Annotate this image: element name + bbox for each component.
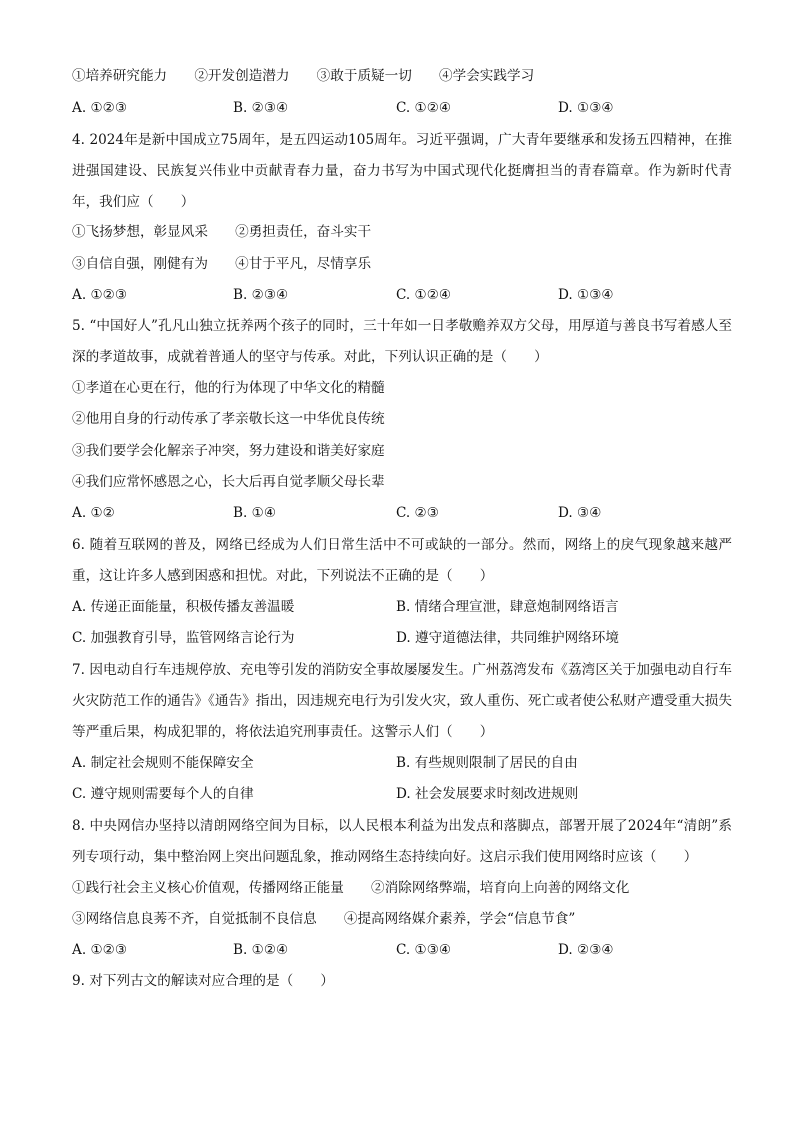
q7-options-row-1: [72, 753, 732, 773]
q6-option-d: D. 遵守道德法律，共同维护网络环境: [396, 630, 619, 646]
q3-option-d: D. ①③④: [558, 100, 614, 116]
q6-options-row-1: [72, 597, 732, 617]
q5-statement-3: ③我们要学会化解亲子冲突，努力建设和谐美好家庭: [72, 443, 385, 459]
q4-statements-1: ①飞扬梦想，彰显风采 ②勇担责任，奋斗实干: [72, 224, 372, 240]
q3-option-a: A. ①②③: [72, 100, 128, 116]
q8-statements-1: ①践行社会主义核心价值观，传播网络正能量 ②消除网络弊端，培育向上向善的网络文化: [72, 880, 630, 896]
q7-options-row-2: [72, 784, 732, 804]
q4-options: [72, 285, 732, 305]
q7-stem: 7. 因电动自行车违规停放、充电等引发的消防安全事故屡屡发生。广州荔湾发布《荔湾区关于加强电动自行车火灾防范工作的通告》《通告》指出，因违规充电行为引发火灾，致人重伤、死亡或者使公私财产遭受重大损失等严重后果，构成犯罪的，将依法追究刑事责任。这警示人们（ ）: [72, 662, 732, 740]
q3-option-c: C. ①②④: [396, 100, 452, 116]
q7-option-d: D. 社会发展要求时刻改进规则: [396, 786, 579, 802]
q5-option-d: D. ③④: [558, 505, 602, 521]
q4-option-d: D. ①③④: [558, 287, 614, 303]
q8-option-b: B. ①②④: [233, 942, 289, 958]
q5-option-a: A. ①②: [72, 505, 115, 521]
q4-option-c: C. ①②④: [396, 287, 452, 303]
q5-statement-4: ④我们应常怀感恩之心，长大后再自觉孝顺父母长辈: [72, 474, 385, 490]
q6-option-c: C. 加强教育引导，监管网络言论行为: [72, 630, 295, 646]
q9-stem: 9. 对下列古文的解读对应合理的是（ ）: [72, 973, 334, 989]
q4-option-a: A. ①②③: [72, 287, 128, 303]
q8-option-d: D. ②③④: [558, 942, 614, 958]
q6-stem: 6. 随着互联网的普及，网络已经成为人们日常生活中不可或缺的一部分。然而，网络上的戾气现象越来越严重，这让许多人感到困惑和担忧。对此，下列说法不正确的是（ ）: [72, 537, 732, 584]
q6-option-b: B. 情绪合理宣泄，肆意炮制网络语言: [396, 599, 619, 615]
q6-options-row-2: [72, 628, 732, 648]
q5-option-c: C. ②③: [396, 505, 439, 521]
q8-statements-2: ③网络信息良莠不齐，自觉抵制不良信息 ④提高网络媒介素养，学会“信息节食”: [72, 911, 576, 927]
q8-option-a: A. ①②③: [72, 942, 128, 958]
q4-stem: 4. 2024年是新中国成立75周年，是五四运动105周年。习近平强调，广大青年要继承和发扬五四精神，在推进强国建设、民族复兴伟业中贡献青春力量，奋力书写为中国式现代化挺膺担当的青春篇章。作为新时代青年，我们应（ ）: [72, 132, 732, 210]
q8-option-c: C. ①③④: [396, 942, 452, 958]
q3-statements: ①培养研究能力 ②开发创造潜力 ③敢于质疑一切 ④学会实践学习: [72, 68, 535, 84]
q7-option-b: B. 有些规则限制了居民的自由: [396, 755, 578, 771]
q8-stem: 8. 中央网信办坚持以清朗网络空间为目标，以人民根本利益为出发点和落脚点，部署开展了2024年“清朗”系列专项行动，集中整治网上突出问题乱象，推动网络生态持续向好。这启示我们使用网络时应该（ ）: [72, 818, 732, 865]
q5-statement-2: ②他用自身的行动传承了孝亲敬长这一中华优良传统: [72, 411, 385, 427]
q7-option-c: C. 遵守规则需要每个人的自律: [72, 786, 254, 802]
q5-option-b: B. ①④: [233, 505, 277, 521]
q6-option-a: A. 传递正面能量，积极传播友善温暖: [72, 599, 295, 615]
q5-statement-1: ①孝道在心更在行，他的行为体现了中华文化的精髓: [72, 380, 385, 396]
q4-option-b: B. ②③④: [233, 287, 289, 303]
q5-options: [72, 503, 732, 523]
q3-options: [72, 98, 732, 118]
q5-stem: 5. “中国好人”孔凡山独立抚养两个孩子的同时，三十年如一日孝敬赡养双方父母，用厚道与善良书写着感人至深的孝道故事，成就着普通人的坚守与传承。对此，下列认识正确的是（ ）: [72, 318, 732, 365]
q7-option-a: A. 制定社会规则不能保障安全: [72, 755, 254, 771]
q8-options: [72, 940, 732, 960]
q4-statements-2: ③自信自强，刚健有为 ④甘于平凡，尽情享乐: [72, 256, 372, 272]
q3-option-b: B. ②③④: [233, 100, 289, 116]
